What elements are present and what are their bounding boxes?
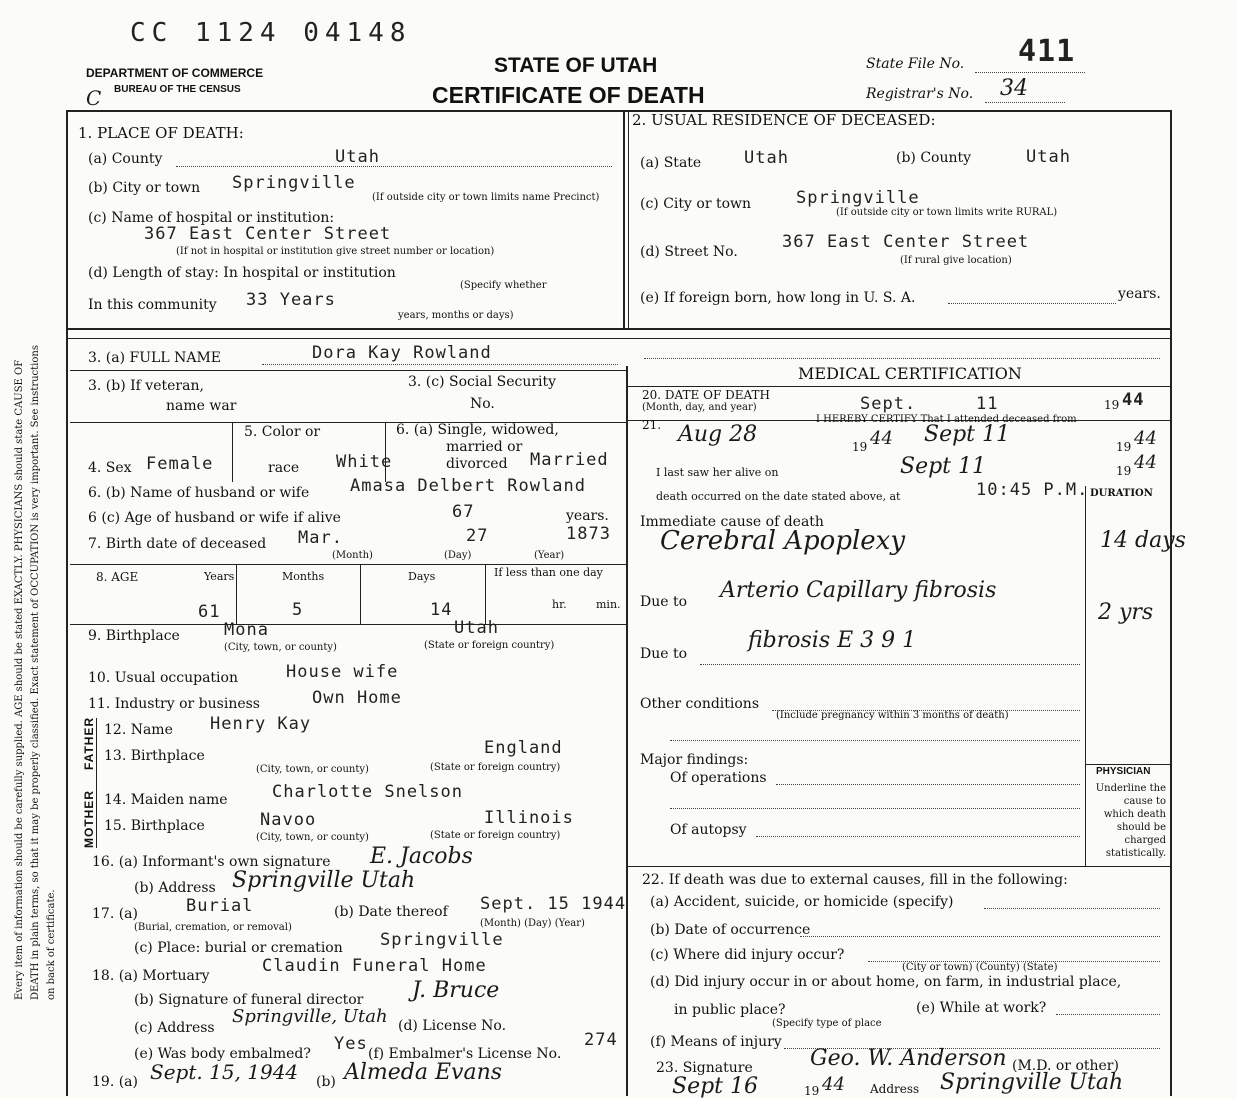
mother-state-note: (State or foreign country) bbox=[430, 830, 561, 841]
birth-year: 1873 bbox=[566, 524, 611, 544]
certificate-title: CERTIFICATE OF DEATH bbox=[432, 82, 705, 108]
immediate-label: Immediate cause of death bbox=[640, 514, 824, 530]
veteran-sub: name war bbox=[166, 398, 237, 414]
spouse-age-unit: years. bbox=[566, 508, 609, 524]
occurred-label: death occurred on the date stated above, at bbox=[656, 490, 901, 503]
age-days: 14 bbox=[430, 600, 453, 620]
mort-address-label: (c) Address bbox=[134, 1020, 215, 1036]
marital-value: Married bbox=[530, 450, 609, 470]
hospital-value: 367 East Center Street bbox=[144, 224, 392, 244]
attended-from: Aug 28 bbox=[678, 422, 758, 447]
burial-note: (Burial, cremation, or removal) bbox=[134, 922, 292, 933]
physician-box-text: Underline the cause to which death should be charged statistically. bbox=[1095, 783, 1166, 859]
community-label: In this community bbox=[88, 297, 217, 313]
where-note: (City or town) (County) (State) bbox=[902, 962, 1058, 973]
occupation-label: 10. Usual occupation bbox=[88, 670, 238, 686]
birthplace-city-note: (City, town, or county) bbox=[224, 642, 337, 653]
res-county-label: (b) County bbox=[896, 150, 972, 166]
birth-date-label: 7. Birth date of deceased bbox=[88, 536, 267, 552]
birthplace-state: Utah bbox=[454, 618, 499, 638]
birthplace-city: Mona bbox=[224, 620, 269, 640]
burial-date-label: (b) Date thereof bbox=[334, 904, 448, 920]
residence-heading: 2. USUAL RESIDENCE OF DECEASED: bbox=[632, 111, 936, 129]
due-to-2-value: fibrosis E 3 9 1 bbox=[748, 628, 917, 653]
certify-num: 21. bbox=[642, 418, 662, 432]
father-name-value: Henry Kay bbox=[210, 714, 312, 734]
burial-label: 17. (a) bbox=[92, 906, 138, 922]
place-note: (Specify type of place bbox=[772, 1018, 882, 1029]
other-label: Other conditions bbox=[640, 696, 760, 712]
dod-century: 19 bbox=[1104, 398, 1120, 412]
time-value: 10:45 P.M. bbox=[976, 480, 1089, 500]
lessday-label: If less than one day bbox=[494, 566, 603, 579]
race-label: race bbox=[268, 460, 300, 476]
spouse-age-label: 6 (c) Age of husband or wife if alive bbox=[88, 510, 341, 526]
sidebar-instructions-3: on back of certificate. bbox=[46, 889, 57, 1000]
res-street-label: (d) Street No. bbox=[640, 244, 738, 260]
birth-month: Mar. bbox=[298, 528, 343, 548]
last-saw-century: 19 bbox=[1116, 464, 1132, 478]
attended-from-century: 19 bbox=[852, 440, 868, 454]
mother-birth-state: Illinois bbox=[484, 808, 574, 828]
sig-address-label: Address bbox=[870, 1082, 920, 1096]
autopsy-label: Of autopsy bbox=[670, 822, 747, 838]
dod-note: (Month, day, and year) bbox=[642, 402, 757, 413]
major-label: Major findings: bbox=[640, 752, 749, 768]
immediate-value: Cerebral Apoplexy bbox=[660, 526, 906, 556]
physician-box-title: PHYSICIAN bbox=[1096, 766, 1151, 777]
mort-address-value: Springville, Utah bbox=[232, 1006, 388, 1027]
home-label: (d) Did injury occur in or about home, on farm, in industrial place, bbox=[650, 974, 1122, 990]
director-sig-value: J. Bruce bbox=[412, 978, 500, 1003]
registrar-sig-value: Almeda Evans bbox=[344, 1060, 503, 1085]
mother-name-value: Charlotte Snelson bbox=[272, 782, 463, 802]
res-city-label: (c) City or town bbox=[640, 196, 752, 212]
immediate-duration: 14 days bbox=[1100, 528, 1186, 553]
work-label: (e) While at work? bbox=[916, 1000, 1047, 1016]
father-side-label: FATHER bbox=[82, 716, 96, 770]
mortuary-value: Claudin Funeral Home bbox=[262, 956, 487, 976]
embalmer-value: 274 bbox=[584, 1030, 618, 1050]
accident-label: (a) Accident, suicide, or homicide (specify) bbox=[650, 894, 954, 910]
last-saw-label: I last saw her alive on bbox=[656, 466, 779, 479]
top-stamp: CC 1124 04148 bbox=[130, 18, 412, 48]
spouse-age-value: 67 bbox=[452, 502, 475, 522]
sig-date-value: Sept 16 bbox=[672, 1074, 759, 1099]
informant-address-label: (b) Address bbox=[134, 880, 216, 896]
means-label: (f) Means of injury bbox=[650, 1034, 782, 1050]
age-years: 61 bbox=[198, 602, 221, 622]
duration-label: DURATION bbox=[1090, 488, 1153, 499]
occupation-value: House wife bbox=[286, 662, 399, 682]
mother-city-note: (City, town, or county) bbox=[256, 832, 369, 843]
sex-label: 4. Sex bbox=[88, 460, 132, 476]
signature-value: Geo. W. Anderson bbox=[810, 1046, 1007, 1071]
hospital-note: (If not in hospital or institution give street number or location) bbox=[176, 246, 495, 257]
sex-value: Female bbox=[146, 454, 214, 474]
father-name-label: 12. Name bbox=[104, 722, 173, 738]
res-county-value: Utah bbox=[1026, 147, 1071, 167]
due-to-1-duration: 2 yrs bbox=[1098, 600, 1154, 625]
years-label: Years bbox=[204, 570, 235, 583]
marital-2: married or bbox=[446, 439, 523, 455]
embalmed-label: (e) Was body embalmed? bbox=[134, 1046, 311, 1062]
attended-to-century: 19 bbox=[1116, 440, 1132, 454]
res-street-value: 367 East Center Street bbox=[782, 232, 1030, 252]
spouse-label: 6. (b) Name of husband or wife bbox=[88, 485, 310, 501]
last-saw-value: Sept 11 bbox=[900, 454, 987, 479]
sig-date-year: 44 bbox=[822, 1074, 845, 1095]
month-note: (Month) bbox=[332, 550, 373, 561]
external-heading: 22. If death was due to external causes, fill in the following: bbox=[642, 872, 1068, 888]
county-value: Utah bbox=[335, 147, 380, 167]
spouse-value: Amasa Delbert Rowland bbox=[350, 476, 586, 496]
specify-note: (Specify whether bbox=[460, 280, 547, 291]
father-birth-value: England bbox=[484, 738, 563, 758]
corner-mark: C bbox=[86, 86, 102, 110]
marital-3: divorced bbox=[446, 456, 508, 472]
res-city-note: (If outside city or town limits write RURAL) bbox=[836, 207, 1058, 218]
signature-label: 23. Signature bbox=[656, 1060, 753, 1076]
burial-date-value: Sept. 15 1944 bbox=[480, 894, 627, 914]
dod-month: Sept. bbox=[860, 394, 917, 414]
sig-address-value: Springville Utah bbox=[940, 1070, 1124, 1095]
res-foreign-label: (e) If foreign born, how long in U. S. A. bbox=[640, 290, 916, 306]
dod-label: 20. DATE OF DEATH bbox=[642, 388, 770, 402]
filed-value: Sept. 15, 1944 bbox=[150, 1060, 299, 1084]
father-city-note: (City, town, or county) bbox=[256, 764, 369, 775]
burial-date-note: (Month) (Day) (Year) bbox=[480, 918, 585, 929]
color-label: 5. Color or bbox=[244, 424, 321, 440]
bureau-census: BUREAU OF THE CENSUS bbox=[114, 84, 241, 95]
stay-label: (d) Length of stay: In hospital or institution bbox=[88, 265, 396, 281]
md-label: (M.D. or other) bbox=[1012, 1058, 1119, 1074]
operations-label: Of operations bbox=[670, 770, 767, 786]
mother-side-label: MOTHER bbox=[82, 790, 96, 848]
registrar-value: 34 bbox=[1000, 76, 1028, 101]
res-state-label: (a) State bbox=[640, 155, 702, 171]
father-birth-label: 13. Birthplace bbox=[104, 748, 205, 764]
city-value: Springville bbox=[232, 173, 356, 193]
registrar-sig-label: (b) bbox=[316, 1074, 336, 1090]
public-label: in public place? bbox=[674, 1002, 786, 1018]
county-label: (a) County bbox=[88, 151, 163, 167]
birth-day: 27 bbox=[466, 526, 489, 546]
last-saw-year: 44 bbox=[1134, 452, 1157, 473]
sig-date-century: 19 bbox=[804, 1084, 820, 1098]
attended-to-year: 44 bbox=[1134, 428, 1157, 449]
informant-sig-label: 16. (a) Informant's own signature bbox=[92, 854, 331, 870]
city-label: (b) City or town bbox=[88, 180, 201, 196]
marital-label: 6. (a) Single, widowed, bbox=[396, 422, 559, 438]
age-months: 5 bbox=[292, 600, 304, 620]
res-foreign-unit: years. bbox=[1118, 286, 1161, 302]
due-to-1-label: Due to bbox=[640, 594, 688, 610]
sidebar-instructions-1: Every item of information should be carefully supplied. AGE should be stated EXACTLY. PHYSICIANS should state CAUSE OF bbox=[14, 359, 25, 1000]
hospital-label: (c) Name of hospital or institution: bbox=[88, 210, 335, 226]
mother-name-label: 14. Maiden name bbox=[104, 792, 228, 808]
director-sig-label: (b) Signature of funeral director bbox=[134, 992, 364, 1008]
months-label: Months bbox=[282, 570, 325, 583]
industry-value: Own Home bbox=[312, 688, 402, 708]
ssn-sub: No. bbox=[470, 396, 495, 412]
race-value: White bbox=[336, 452, 393, 472]
where-label: (c) Where did injury occur? bbox=[650, 947, 845, 963]
ssn-label: 3. (c) Social Security bbox=[408, 374, 557, 390]
days-label: Days bbox=[408, 570, 436, 583]
year-note: (Year) bbox=[534, 550, 565, 561]
burial-value: Burial bbox=[186, 896, 254, 916]
birthplace-state-note: (State or foreign country) bbox=[424, 640, 555, 651]
certify-text: I HEREBY CERTIFY That I attended deceased from bbox=[816, 414, 1077, 425]
due-to-1-value: Arterio Capillary fibrosis bbox=[720, 578, 997, 603]
full-name-label: 3. (a) FULL NAME bbox=[88, 350, 221, 366]
mother-birth-city: Navoo bbox=[260, 810, 317, 830]
ymd-note: years, months or days) bbox=[398, 310, 514, 321]
community-value: 33 Years bbox=[246, 290, 336, 310]
city-note: (If outside city or town limits name Precinct) bbox=[372, 192, 600, 203]
father-state-note: (State or foreign country) bbox=[430, 762, 561, 773]
other-note: (Include pregnancy within 3 months of death) bbox=[776, 710, 1009, 721]
dept-commerce: DEPARTMENT OF COMMERCE bbox=[86, 66, 264, 80]
full-name-value: Dora Kay Rowland bbox=[312, 343, 492, 363]
license-label: (d) License No. bbox=[398, 1018, 507, 1034]
industry-label: 11. Industry or business bbox=[88, 696, 260, 712]
min-label: min. bbox=[596, 598, 621, 611]
mother-birth-label: 15. Birthplace bbox=[104, 818, 205, 834]
due-to-2-label: Due to bbox=[640, 646, 688, 662]
res-city-value: Springville bbox=[796, 188, 920, 208]
medical-heading: MEDICAL CERTIFICATION bbox=[798, 364, 1022, 383]
state-file-value: 411 bbox=[1018, 34, 1076, 69]
state-title: STATE OF UTAH bbox=[494, 54, 658, 77]
dod-year: 44 bbox=[1122, 390, 1145, 410]
state-file-label: State File No. bbox=[866, 56, 965, 72]
embalmer-label: (f) Embalmer's License No. bbox=[368, 1046, 562, 1062]
mortuary-label: 18. (a) Mortuary bbox=[92, 968, 210, 984]
attended-to: Sept 11 bbox=[924, 422, 1011, 447]
res-street-note: (If rural give location) bbox=[900, 255, 1012, 266]
attended-from-year: 44 bbox=[870, 428, 893, 449]
veteran-label: 3. (b) If veteran, bbox=[88, 378, 204, 394]
place-of-death-heading: 1. PLACE OF DEATH: bbox=[78, 124, 244, 142]
burial-place-value: Springville bbox=[380, 930, 504, 950]
birthplace-label: 9. Birthplace bbox=[88, 628, 180, 644]
embalmed-value: Yes bbox=[334, 1034, 368, 1054]
day-note: (Day) bbox=[444, 550, 472, 561]
res-state-value: Utah bbox=[744, 148, 789, 168]
informant-address-value: Springville Utah bbox=[232, 868, 416, 893]
age-label: 8. AGE bbox=[96, 570, 139, 584]
dod-day: 11 bbox=[976, 394, 999, 414]
filed-label: 19. (a) bbox=[92, 1074, 138, 1090]
sidebar-instructions-2: DEATH in plain terms, so that it may be properly classified. Exact statement of OCCUPATION is very important. See instructions bbox=[30, 345, 41, 1000]
occurrence-label: (b) Date of occurrence bbox=[650, 922, 811, 938]
registrar-label: Registrar's No. bbox=[866, 86, 974, 102]
informant-sig-value: E. Jacobs bbox=[370, 844, 473, 869]
burial-place-label: (c) Place: burial or cremation bbox=[134, 940, 343, 956]
hr-label: hr. bbox=[552, 598, 567, 611]
